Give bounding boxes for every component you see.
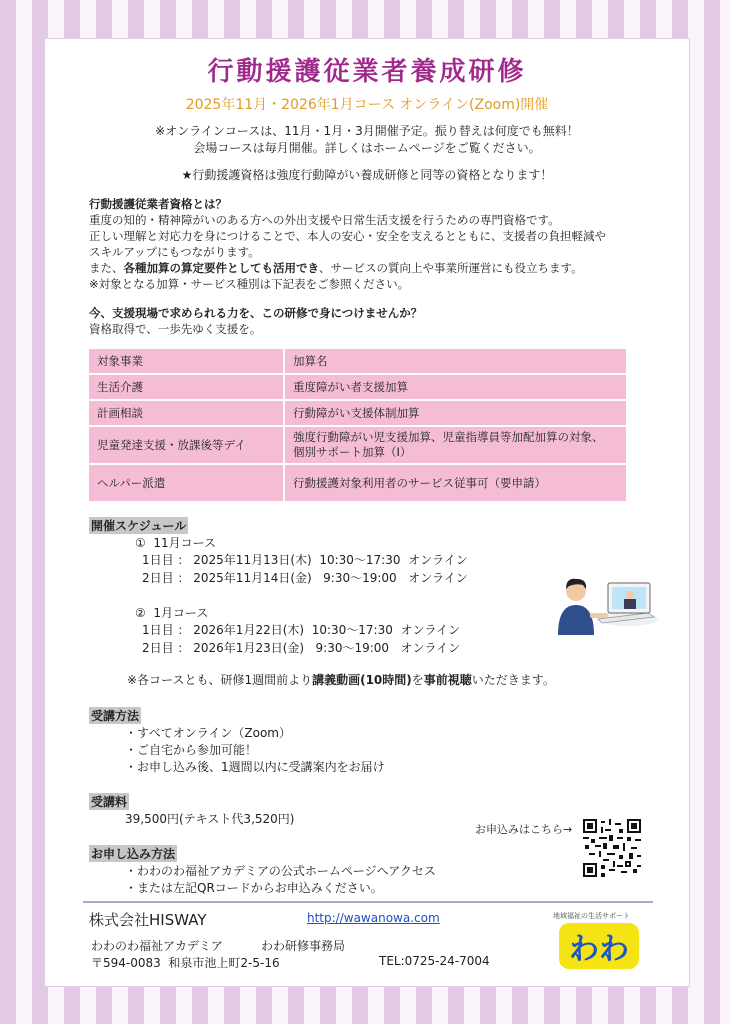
apply-heading: お申し込み方法 — [91, 847, 176, 861]
apply-item: ・わわのわ福祉アカデミアの公式ホームページへアクセス — [125, 864, 436, 878]
table-cell: 計画相談 — [88, 400, 284, 426]
about-line: スキルアップにもつながります。 — [89, 245, 260, 259]
qualification-note: ★行動援護資格は強度行動障がい養成研修と同等の資格となります！ — [181, 168, 553, 182]
course1-day2: 2日目 ： 2025年11月14日(金) 9:30～19:00 オンライン — [142, 571, 468, 585]
table-cell: 生活介護 — [88, 374, 284, 400]
page-subtitle: 2025年11月・2026年1月コース オンライン(Zoom)開催 — [185, 97, 549, 113]
method-item: ・ご自宅から参加可能！ — [125, 743, 258, 757]
online-note: ※オンラインコースは、11月・1月・3月開催予定。振り替えは何度でも無料！ — [155, 124, 579, 138]
table-header-row — [88, 348, 627, 374]
venue-note: 会場コースは毎月開催。詳しくはホームページをご覧ください。 — [193, 141, 541, 155]
office-name: わわ研修事務局 — [261, 939, 346, 953]
table-row — [88, 400, 627, 426]
phone-number: TEL:0725-24-7004 — [379, 954, 490, 968]
fee-value: 39,500円(テキスト代3,520円) — [125, 812, 295, 826]
page-title: 行動援護従業者養成研修 — [207, 57, 527, 87]
table-row — [88, 464, 627, 502]
table-cell: 強度行動障がい児支援加算、児童指導員等加配加算の対象、 個別サポート加算（Ⅰ） — [284, 426, 627, 464]
cta-sub: 資格取得で、一歩先ゆく支援を。 — [89, 322, 262, 336]
table-cell: 行動障がい支援体制加算 — [284, 400, 627, 426]
course1-day1: 1日目 ： 2025年11月13日(木) 10:30～17:30 オンライン — [142, 553, 468, 567]
course2-day2: 2日目 ： 2026年1月23日(金) 9:30～19:00 オンライン — [142, 641, 461, 655]
org-name: わわのわ福祉アカデミア — [91, 939, 223, 953]
about-line: ※対象となる加算・サービス種別は下記表をご参照ください。 — [89, 277, 410, 291]
online-training-illustration — [550, 567, 660, 639]
table-cell: 児童発達支援・放課後等デイ — [88, 426, 284, 464]
table-header-cell: 加算名 — [284, 348, 627, 374]
about-section — [89, 196, 649, 292]
about-line: また、各種加算の算定要件としても活用でき、サービスの質向上や事業所運営にも役立ちます。 — [89, 261, 583, 275]
cta-heading: 今、支援現場で求められる力を、この研修で身につけませんか？ — [89, 306, 423, 320]
company-name: 株式会社HISWAY — [89, 911, 207, 929]
table-header-cell: 対象事業 — [88, 348, 284, 374]
table-cell: ヘルパー派遣 — [88, 464, 284, 502]
course1-label: ① 11月コース — [135, 536, 217, 550]
footer-divider — [83, 901, 653, 903]
address: 〒594-0083 和泉市池上町2-5-16 — [91, 956, 280, 970]
cta-section — [89, 305, 649, 337]
about-line: 正しい理解と対応力を身につけることで、本人の安心・安全を支えるとともに、支援者の負担軽減や — [89, 229, 607, 243]
method-heading: 受講方法 — [91, 709, 140, 723]
qr-code[interactable] — [583, 819, 641, 877]
about-line: 重度の知的・精神障がいのある方への外出支援や日常生活支援を行うための専門資格です。 — [89, 213, 560, 227]
schedule-heading: 開催スケジュール — [91, 519, 187, 533]
target-table — [87, 347, 628, 503]
method-item: ・お申し込み後、1週間以内に受講案内をお届け — [125, 760, 385, 774]
flyer-sheet — [44, 38, 690, 987]
wawa-logo: わわ — [559, 923, 639, 969]
website-link[interactable]: http://wawanowa.com — [307, 911, 440, 925]
preview-note: ※各コースとも、研修1週間前より講義動画(10時間)を事前視聴いただきます。 — [127, 673, 555, 687]
apply-item: ・または左記QRコードからお申込みください。 — [125, 881, 383, 895]
logo-tagline: 地域福祉の生活サポート — [553, 912, 630, 920]
course2-day1: 1日目 ： 2026年1月22日(木) 10:30～17:30 オンライン — [142, 623, 461, 637]
course2-label: ② 1月コース — [135, 606, 209, 620]
table-cell: 行動援護対象利用者のサービス従事可（要申請） — [284, 464, 627, 502]
qr-label: お申込みはこちら→ — [475, 823, 573, 836]
about-heading: 行動援護従業者資格とは？ — [89, 197, 227, 211]
table-cell: 重度障がい者支援加算 — [284, 374, 627, 400]
method-item: ・すべてオンライン（Zoom） — [125, 726, 291, 740]
fee-heading: 受講料 — [91, 795, 128, 809]
table-row — [88, 374, 627, 400]
table-row — [88, 426, 627, 464]
